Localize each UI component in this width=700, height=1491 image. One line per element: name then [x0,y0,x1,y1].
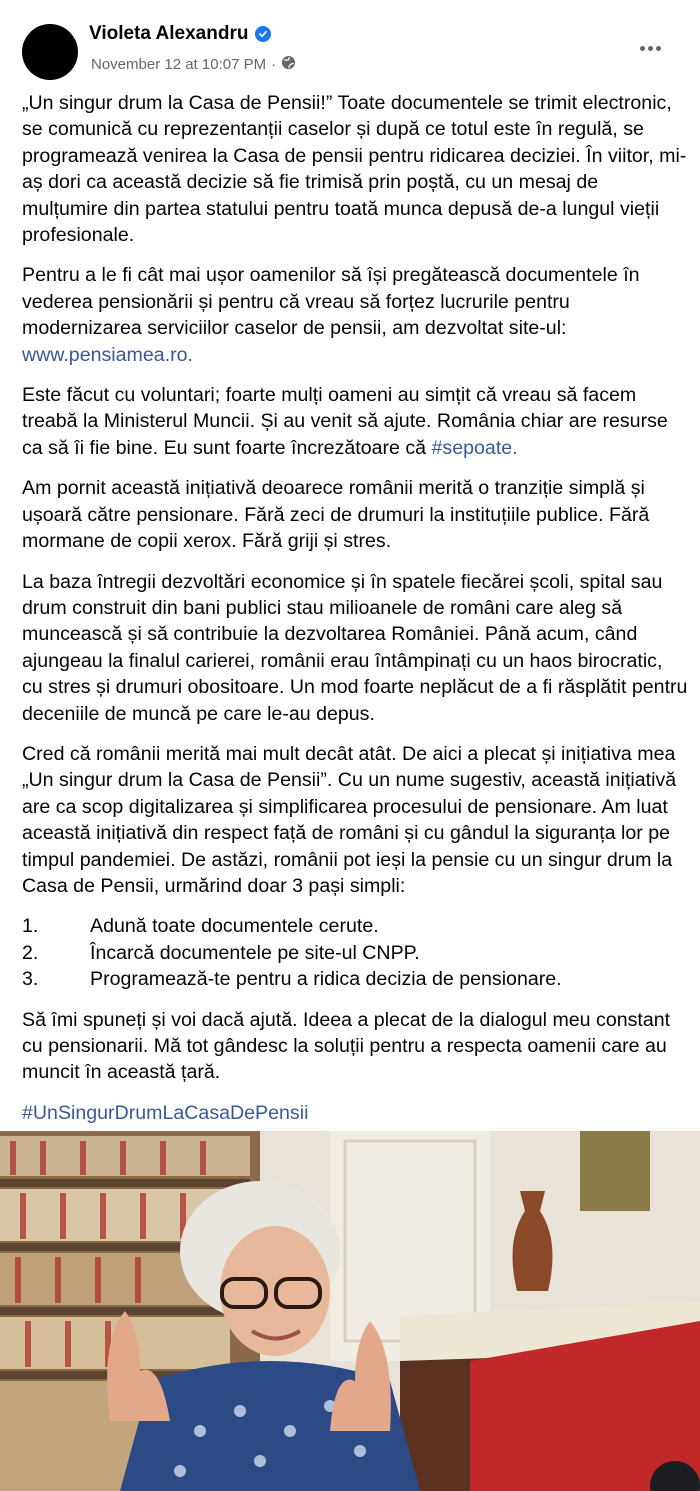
step-number: 2. [22,941,39,964]
post-header [0,0,700,86]
meta-separator: · [271,56,277,73]
paragraph: Cred că românii merită mai mult decât atât. De aici a plecat și inițiativa mea „Un singur drum la Casa de Pensii”. Cu un nume sugestiv, această inițiativă are ca scop digitalizarea și simplificarea procesului de pensionare. Am luat această inițiativă din respect față de români și cu gândul la siguranța lor pe timpul pandemiei. De astăzi, românii pot ieși la pensie cu un singur drum la Casa de Pensii, urmărind doar 3 pași simpli: [22,742,677,897]
author-avatar[interactable] [22,24,78,80]
list-item [22,940,688,966]
post-meta [91,55,296,74]
paragraph: Am pornit această inițiativă deoarece românii merită o tranziție simplă și ușoară către pensionare. Fără zeci de drumuri la instituțiile publice. Fără mormane de copii xerox. Fără griji și stres. [22,477,650,553]
step-text: Programează-te pentru a ridica decizia de pensionare. [90,968,562,991]
hashtag-link[interactable]: #sepoate. [431,436,518,459]
more-dot [640,46,645,51]
list-item [22,913,688,939]
hashtag-link[interactable]: #UnSingurDrumLaCasaDePensii [22,1101,309,1124]
paragraph: Să îmi spuneți și voi dacă ajută. Ideea a plecat de la dialogul meu constant cu pensionarii. Mă tot gândesc la soluții pentru a respecta oamenii care au muncit în această țară. [22,1008,671,1084]
step-text: Adună toate documentele cerute. [90,915,379,938]
steps-list [22,913,688,992]
author-name-row [89,23,271,45]
paragraph: La baza întregii dezvoltări economice și în spatele fiecărei școli, spital sau drum construit din bani publici stau milioanele de români care aleg să muncească și să contribuie la dezvoltarea României. Până acum, când ajungeau la finalul carierei, românii erau întâmpinați cu un haos birocratic, cu stres și drumuri obositoare. Un mod foarte neplăcut de a fi răsplătit pentru deceniile de muncă pe care le-au depus. [22,570,688,725]
verified-badge-icon [255,26,271,42]
paragraph-text: Pentru a le fi cât mai ușor oamenilor să își pregătească documentele în vederea pensionării și pentru că vreau să forțez lucrurile pentru modernizarea serviciilor caselor de pensii, am dezvoltat site-ul: [22,264,640,340]
globe-icon[interactable] [281,55,296,74]
author-name[interactable]: Violeta Alexandru [89,23,249,44]
site-link[interactable]: www.pensiamea.ro. [22,343,193,366]
post-body [22,90,688,1140]
paragraph [22,1100,688,1126]
more-dot [648,46,653,51]
more-dot [656,46,661,51]
post-photo[interactable] [0,1131,700,1491]
post-timestamp[interactable]: November 12 at 10:07 PM [91,56,267,73]
step-number: 1. [22,915,39,938]
paragraph [22,382,688,461]
list-item [22,966,688,992]
more-options-icon[interactable] [636,38,664,58]
step-number: 3. [22,968,39,991]
paragraph-text: Este făcut cu voluntari; foarte mulți oameni au simțit că vreau să facem treabă la Ministerul Muncii. Și au venit să ajute. România chiar are resurse ca să îi fie bine. Eu sunt foarte încrezătoare că [22,384,668,459]
step-text: Încarcă documentele pe site-ul CNPP. [90,941,420,964]
paragraph: „Un singur drum la Casa de Pensii!” Toate documentele se trimit electronic, se comunică cu reprezentanții caselor și după ce totul este în regulă, se programează venirea la Casa de pensii pentru ridicarea deciziei. În viitor, mi-aș dori ca această decizie să fie trimisă prin poștă, cu un mesaj de mulțumire din partea statului pentru toată munca depusă de-a lungul vieții profesionale. [22,92,687,247]
paragraph [22,262,688,368]
